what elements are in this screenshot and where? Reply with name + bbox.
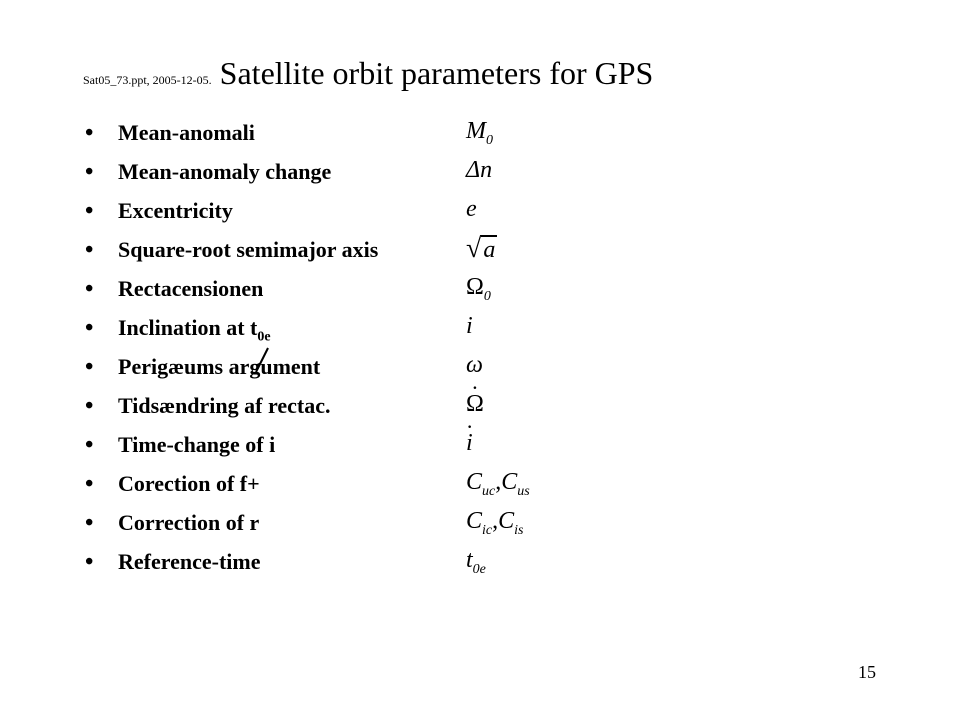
page-title: Satellite orbit parameters for GPS (211, 55, 654, 91)
parameter-label: Mean-anomaly change (118, 159, 332, 184)
symbol-subscript: ic (482, 522, 493, 538)
symbol-main: · Ω (466, 391, 484, 418)
bullet-icon: • (85, 198, 94, 224)
symbol-main: e (466, 196, 477, 222)
page-number: 15 (858, 662, 876, 682)
parameter-label: Reference-time (118, 549, 261, 574)
symbol-main: Ω (466, 274, 484, 300)
symbol-second: C (498, 508, 515, 534)
parameter-label: Square-root semimajor axis (118, 237, 379, 262)
symbol-main: · i (466, 430, 473, 457)
list-item (0, 155, 960, 194)
bullet-icon: • (85, 471, 94, 497)
list-item (0, 467, 960, 506)
parameter-label: Corection of f+ (118, 471, 260, 496)
symbol-subscript: uc (482, 483, 496, 499)
slash-mark (252, 347, 272, 373)
parameter-symbol (466, 157, 492, 184)
slide-title (83, 55, 653, 92)
file-reference: Sat05_73.ppt, 2005-12-05. (83, 73, 212, 87)
list-item (0, 545, 960, 584)
list-item (0, 116, 960, 155)
bullet-icon: • (85, 315, 94, 341)
symbol-second-subscript: us (517, 483, 530, 499)
list-item (0, 194, 960, 233)
parameter-symbol (466, 430, 473, 457)
bullet-icon: • (85, 549, 94, 575)
parameter-symbol (466, 196, 477, 223)
bullet-icon: • (85, 510, 94, 536)
parameter-label: Tidsændring af rectac. (118, 393, 331, 418)
parameter-symbol: $C_{ic},C_{is}$ (466, 508, 524, 538)
bullet-icon: • (85, 237, 94, 263)
square-root-icon: √ a (466, 233, 496, 264)
symbol-main: C (466, 508, 483, 534)
symbol-main: t (466, 547, 473, 573)
parameter-label: Excentricity (118, 198, 233, 223)
label-text: Inclination at t (118, 315, 258, 340)
bullet-icon: • (85, 159, 94, 185)
list-item (0, 506, 960, 545)
parameter-symbol (466, 274, 491, 305)
parameter-list (0, 116, 960, 584)
bullet-icon: • (85, 276, 94, 302)
symbol-main: ω (466, 352, 483, 378)
parameter-label: Correction of r (118, 510, 260, 535)
parameter-label (118, 315, 271, 345)
parameter-symbol (466, 313, 473, 340)
list-item (0, 311, 960, 350)
symbol-main: i (466, 313, 473, 339)
bullet-icon: • (85, 432, 94, 458)
list-item (0, 233, 960, 272)
symbol-subscript: 0 (483, 288, 491, 304)
symbol-second-subscript: is (514, 522, 524, 538)
symbol-main: a (483, 237, 496, 263)
symbol-second: C (501, 469, 518, 495)
bullet-icon: • (85, 354, 94, 380)
symbol-subscript: 0e (472, 561, 486, 577)
list-item (0, 389, 960, 428)
symbol-main: Δn (466, 157, 493, 183)
symbol-main: C (466, 469, 483, 495)
list-item (0, 428, 960, 467)
parameter-symbol (466, 118, 493, 149)
label-subscript: 0e (257, 329, 271, 345)
parameter-label: Mean-anomali (118, 120, 255, 145)
parameter-label: Perigæums argument (118, 354, 321, 379)
parameter-symbol (466, 547, 486, 578)
parameter-symbol (466, 235, 497, 264)
symbol-main: M (466, 118, 486, 144)
symbol-subscript: 0 (486, 132, 493, 148)
list-item (0, 272, 960, 311)
parameter-symbol: $C_{uc},C_{us}$ (466, 469, 530, 499)
bullet-icon: • (85, 393, 94, 419)
parameter-label: Rectacensionen (118, 276, 264, 301)
parameter-label: Time-change of i (118, 432, 276, 457)
bullet-icon: • (85, 120, 94, 146)
